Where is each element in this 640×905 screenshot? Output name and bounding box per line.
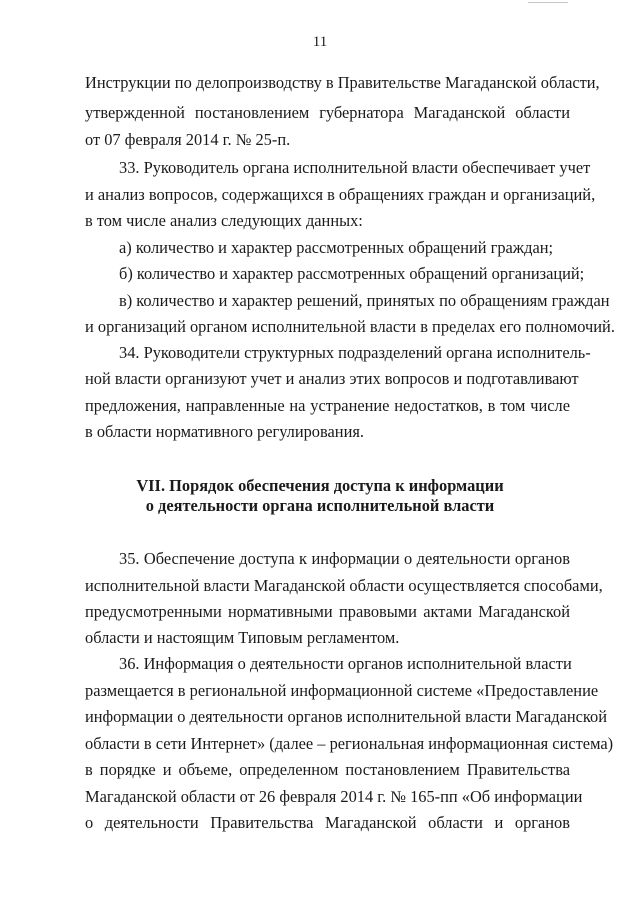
text-line: информации о деятельности органов исполнительной власти Магаданской bbox=[85, 707, 608, 726]
text-line: в области нормативного регулирования. bbox=[85, 422, 364, 441]
paragraph-34-start: 34. Руководители структурных подразделений органа исполнитель- bbox=[119, 343, 591, 362]
text-line: утвержденной постановлением губернатора Магаданской области bbox=[85, 103, 570, 122]
text-line: предусмотренными нормативными правовыми актами Магаданской bbox=[85, 602, 570, 621]
text-line: и организаций органом исполнительной власти в пределах его полномочий. bbox=[85, 317, 615, 336]
section-heading-line-2: о деятельности органа исполнительной власти bbox=[145, 496, 495, 515]
text-line: области в сети Интернет» (далее – региональная информационная система) bbox=[85, 734, 614, 753]
text-line: области и настоящим Типовым регламентом. bbox=[85, 628, 400, 647]
paragraph-36-start: 36. Информация о деятельности органов исполнительной власти bbox=[119, 654, 572, 673]
text-line: о деятельности Правительства Магаданской области и органов bbox=[85, 813, 570, 832]
section-heading-line-1: VII. Порядок обеспечения доступа к информации bbox=[136, 476, 504, 495]
text-line: размещается в региональной информационной системе «Предоставление bbox=[85, 681, 599, 700]
scan-mark bbox=[528, 2, 568, 3]
text-line: исполнительной власти Магаданской области осуществляется способами, bbox=[85, 576, 603, 595]
text-line: и анализ вопросов, содержащихся в обращениях граждан и организаций, bbox=[85, 185, 596, 204]
text-line: от 07 февраля 2014 г. № 25-п. bbox=[85, 130, 291, 149]
text-line: Магаданской области от 26 февраля 2014 г. № 165-пп «Об информации bbox=[85, 787, 583, 806]
list-item-c: в) количество и характер решений, принятых по обращениям граждан bbox=[119, 291, 610, 310]
paragraph-33-start: 33. Руководитель органа исполнительной власти обеспечивает учет bbox=[119, 158, 591, 177]
paragraph-35-start: 35. Обеспечение доступа к информации о деятельности органов bbox=[119, 549, 570, 568]
text-line: Инструкции по делопроизводству в Правительстве Магаданской области, bbox=[85, 73, 600, 92]
page-number: 11 bbox=[312, 34, 328, 50]
text-line: ной власти организуют учет и анализ этих вопросов и подготавливают bbox=[85, 369, 579, 388]
text-line: в том числе анализ следующих данных: bbox=[85, 211, 363, 230]
text-line: в порядке и объеме, определенном постановлением Правительства bbox=[85, 760, 570, 779]
text-line: предложения, направленные на устранение недостатков, в том числе bbox=[85, 396, 570, 415]
list-item-a: а) количество и характер рассмотренных обращений граждан; bbox=[119, 238, 554, 257]
list-item-b: б) количество и характер рассмотренных обращений организаций; bbox=[119, 264, 585, 283]
